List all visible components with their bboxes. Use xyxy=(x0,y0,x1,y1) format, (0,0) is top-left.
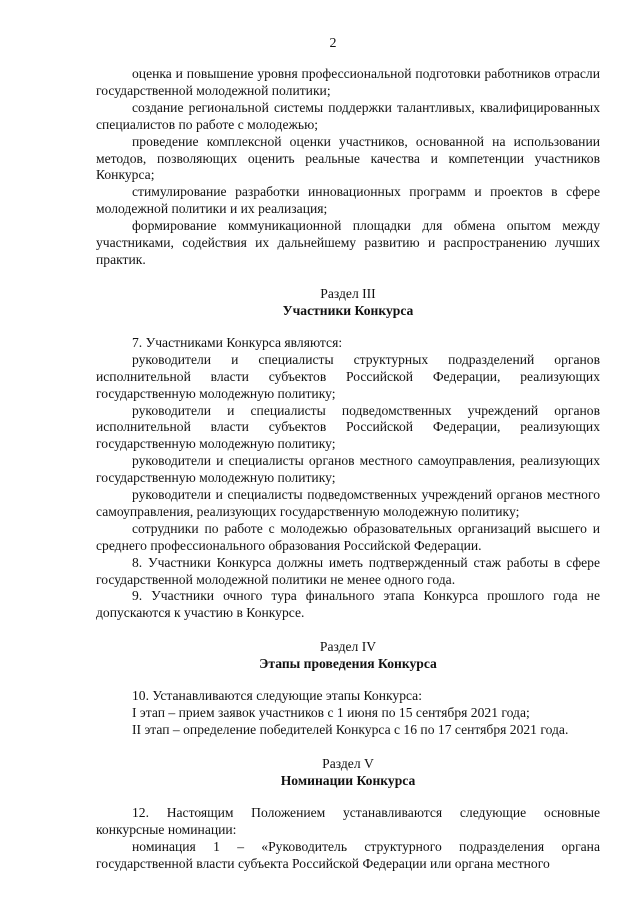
paragraph: 12. Настоящим Положением устанавливаются следующие основные конкурсные номинации: xyxy=(96,805,600,837)
section-4-heading xyxy=(96,638,600,672)
paragraph: 9. Участники очного тура финального этапа Конкурса прошлого года не допускаются к участию в Конкурсе. xyxy=(96,588,600,621)
page-number: 2 xyxy=(329,36,337,51)
paragraph: 10. Устанавливаются следующие этапы Конкурса: xyxy=(132,688,422,704)
paragraph: сотрудники по работе с молодежью образовательных организаций высшего и среднего профессионального образования Российской Федерации. xyxy=(96,520,600,553)
paragraph: руководители и специалисты органов местного самоуправления, реализующих государственную молодежную политику; xyxy=(96,453,600,486)
intro-list xyxy=(96,66,600,269)
section-number: Раздел V xyxy=(322,756,374,771)
paragraph: 8. Участники Конкурса должны иметь подтвержденный стаж работы в сфере государственной молодежной политики не менее одного года. xyxy=(96,554,600,587)
paragraph: II этап – определение победителей Конкурса с 16 по 17 сентября 2021 года. xyxy=(132,722,569,738)
paragraph: руководители и специалисты подведомственных учреждений органов исполнительной власти субъектов Российской Федерации, реализующих государственную молодежную политику; xyxy=(96,402,600,452)
section-3-body xyxy=(96,335,600,622)
paragraph: руководители и специалисты подведомственных учреждений органов местного самоуправления, реализующих государственную молодежную политику; xyxy=(96,487,600,519)
paragraph: номинация 1 – «Руководитель структурного подразделения органа государственной власти субъекта Российской Федерации или органа местного xyxy=(96,838,600,871)
paragraph: формирование коммуникационной площадки для обмена опытом между участниками, содействия их дальнейшему развитию и распространению лучших практик. xyxy=(96,218,600,267)
paragraph: проведение комплексной оценки участников, основанной на использовании методов, позволяющих оценить реальные качества и компетенции участников Конкурса; xyxy=(96,133,600,183)
section-5-heading xyxy=(96,755,600,789)
section-title: Участники Конкурса xyxy=(282,302,414,318)
section-number: Раздел IV xyxy=(319,639,377,655)
paragraph: I этап – прием заявок участников с 1 июня по 15 сентября 2021 года; xyxy=(132,705,530,721)
paragraph: стимулирование разработки инновационных программ и проектов в сфере молодежной политики и их реализация; xyxy=(96,184,600,217)
section-title: Этапы проведения Конкурса xyxy=(259,656,437,672)
section-title: Номинации Конкурса xyxy=(280,773,416,788)
section-4-body xyxy=(96,688,600,739)
paragraph: 7. Участниками Конкурса являются: xyxy=(132,334,343,350)
section-5-body xyxy=(96,805,600,873)
section-3-heading xyxy=(96,285,600,319)
section-number: Раздел III xyxy=(320,285,376,301)
paragraph: оценка и повышение уровня профессиональной подготовки работников отрасли государственной молодежной политики; xyxy=(96,66,600,98)
paragraph: руководители и специалисты структурных подразделений органов исполнительной власти субъектов Российской Федерации, реализующих государственную молодежную политику; xyxy=(96,351,600,401)
paragraph: создание региональной системы поддержки талантливых, квалифицированных специалистов по работе с молодежью; xyxy=(96,99,600,132)
